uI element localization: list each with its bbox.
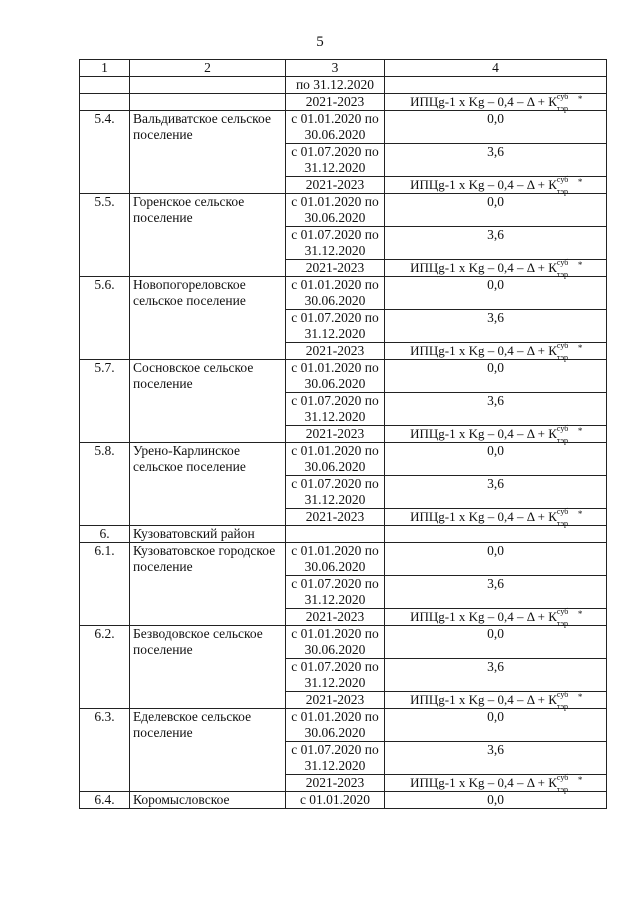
num-cell [80,94,130,111]
num-cell: 6.4. [80,792,130,809]
formula [410,507,583,528]
header-row [80,60,607,77]
num-cell: 6.3. [80,709,130,792]
formula-sup: суб [556,92,569,101]
formula-sup: суб [556,507,569,516]
formula-star: * [577,775,583,785]
num-cell: 5.6. [80,277,130,360]
page-number: 5 [316,34,324,50]
formula-exponent [556,773,583,794]
name-cell: Урено-Карлинское сельское поселение [130,443,286,526]
formula-base: ИПЦg-1 x Kg – 0,4 – Δ + К [410,775,557,790]
formula [410,341,583,362]
formula-sup: суб [556,258,569,267]
period-cell: с 01.07.2020 по 31.12.2020 [286,576,385,609]
formula-sub: тэр [556,270,569,279]
period-cell: 2021-2023 [286,775,385,792]
formula [410,424,583,445]
period-cell: с 01.01.2020 по 30.06.2020 [286,111,385,144]
period-cell: 2021-2023 [286,260,385,277]
name-cell: Коромысловское [130,792,286,809]
formula-exponent [556,507,583,528]
value-cell: 3,6 [385,659,607,692]
value-cell: 3,6 [385,576,607,609]
name-cell: Кузоватовский район [130,526,286,543]
settlement-row [80,626,607,659]
formula-exponent [556,175,583,196]
value-cell [385,526,607,543]
name-cell [130,94,286,111]
settlement-row [80,111,607,144]
formula [410,92,583,113]
num-cell: 5.4. [80,111,130,194]
period-cell: с 01.01.2020 по 30.06.2020 [286,277,385,310]
formula-sub: тэр [556,519,569,528]
value-cell: 0,0 [385,709,607,742]
period-cell: 2021-2023 [286,177,385,194]
num-cell: 6.2. [80,626,130,709]
settlement-row [80,194,607,227]
name-cell: Новопогореловское сельское поселение [130,277,286,360]
formula-exponent [556,690,583,711]
formula [410,607,583,628]
formula-cell [385,260,607,277]
settlement-row [80,543,607,576]
formula-cell [385,775,607,792]
formula-base: ИПЦg-1 x Kg – 0,4 – Δ + К [410,177,557,192]
header-col-3: 3 [286,60,385,77]
period-cell: с 01.07.2020 по 31.12.2020 [286,310,385,343]
formula-cell [385,509,607,526]
period-cell: с 01.01.2020 по 30.06.2020 [286,443,385,476]
period-cell: с 01.07.2020 по 31.12.2020 [286,742,385,775]
value-cell: 3,6 [385,227,607,260]
value-cell: 3,6 [385,310,607,343]
formula-star: * [577,177,583,187]
period-cell: 2021-2023 [286,343,385,360]
settlement-row [80,277,607,310]
value-cell: 3,6 [385,476,607,509]
formula-sup: суб [556,175,569,184]
period-cell: 2021-2023 [286,692,385,709]
num-cell [80,77,130,94]
formula-cell [385,343,607,360]
period-cell: с 01.07.2020 по 31.12.2020 [286,227,385,260]
value-cell: 0,0 [385,792,607,809]
name-cell: Кузоватовское городское поселение [130,543,286,626]
num-cell: 6. [80,526,130,543]
formula-base: ИПЦg-1 x Kg – 0,4 – Δ + К [410,609,557,624]
period-cell: 2021-2023 [286,426,385,443]
period-cell: с 01.07.2020 по 31.12.2020 [286,144,385,177]
formula [410,258,583,279]
value-cell: 0,0 [385,277,607,310]
name-cell: Вальдиватское сельское поселение [130,111,286,194]
continuation-row [80,77,607,94]
formula-star: * [577,692,583,702]
formula-exponent [556,424,583,445]
period-cell: по 31.12.2020 [286,77,385,94]
num-cell: 6.1. [80,543,130,626]
formula-sub: тэр [556,353,569,362]
formula [410,773,583,794]
value-cell: 0,0 [385,443,607,476]
name-cell: Горенское сельское поселение [130,194,286,277]
formula-star: * [577,343,583,353]
period-cell: с 01.01.2020 [286,792,385,809]
formula-star: * [577,509,583,519]
formula-cell [385,426,607,443]
period-cell: с 01.07.2020 по 31.12.2020 [286,659,385,692]
value-cell: 0,0 [385,111,607,144]
num-cell: 5.7. [80,360,130,443]
name-cell: Безводовское сельское поселение [130,626,286,709]
settlement-row [80,360,607,393]
value-cell: 3,6 [385,742,607,775]
period-cell: 2021-2023 [286,94,385,111]
formula-sup: суб [556,341,569,350]
formula-star: * [577,260,583,270]
formula-cell [385,94,607,111]
formula-sub: тэр [556,619,569,628]
name-cell [130,77,286,94]
continuation-range-row [80,94,607,111]
formula-base: ИПЦg-1 x Kg – 0,4 – Δ + К [410,260,557,275]
value-cell: 0,0 [385,543,607,576]
period-cell: с 01.01.2020 по 30.06.2020 [286,360,385,393]
formula-star: * [577,94,583,104]
settlement-row [80,709,607,742]
header-col-1: 1 [80,60,130,77]
formula-sup: суб [556,607,569,616]
num-cell: 5.5. [80,194,130,277]
formula-sup: суб [556,424,569,433]
header-col-4: 4 [385,60,607,77]
formula-exponent [556,258,583,279]
period-cell: с 01.01.2020 по 30.06.2020 [286,709,385,742]
formula-base: ИПЦg-1 x Kg – 0,4 – Δ + К [410,509,557,524]
formula-base: ИПЦg-1 x Kg – 0,4 – Δ + К [410,426,557,441]
district-row [80,526,607,543]
formula-sub: тэр [556,187,569,196]
period-cell [286,526,385,543]
formula-star: * [577,426,583,436]
name-cell: Еделевское сельское поселение [130,709,286,792]
formula [410,690,583,711]
formula-exponent [556,341,583,362]
name-cell: Сосновское сельское поселение [130,360,286,443]
formula-cell [385,692,607,709]
formula-exponent [556,607,583,628]
period-cell: с 01.01.2020 по 30.06.2020 [286,626,385,659]
formula-star: * [577,609,583,619]
value-cell: 0,0 [385,626,607,659]
tariff-table [79,59,607,809]
settlement-row [80,443,607,476]
period-cell: с 01.01.2020 по 30.06.2020 [286,543,385,576]
formula-sub: тэр [556,436,569,445]
period-cell: с 01.07.2020 по 31.12.2020 [286,476,385,509]
formula-base: ИПЦg-1 x Kg – 0,4 – Δ + К [410,343,557,358]
formula-sup: суб [556,690,569,699]
value-cell [385,77,607,94]
formula-exponent [556,92,583,113]
formula-sub: тэр [556,785,569,794]
period-cell: с 01.01.2020 по 30.06.2020 [286,194,385,227]
formula-sup: суб [556,773,569,782]
formula-cell [385,177,607,194]
formula [410,175,583,196]
period-cell: 2021-2023 [286,609,385,626]
formula-cell [385,609,607,626]
settlement-row [80,792,607,809]
value-cell: 0,0 [385,360,607,393]
tariff-table-body [80,60,607,809]
formula-sub: тэр [556,702,569,711]
header-col-2: 2 [130,60,286,77]
period-cell: с 01.07.2020 по 31.12.2020 [286,393,385,426]
period-cell: 2021-2023 [286,509,385,526]
formula-base: ИПЦg-1 x Kg – 0,4 – Δ + К [410,94,557,109]
num-cell: 5.8. [80,443,130,526]
formula-base: ИПЦg-1 x Kg – 0,4 – Δ + К [410,692,557,707]
value-cell: 3,6 [385,144,607,177]
value-cell: 0,0 [385,194,607,227]
value-cell: 3,6 [385,393,607,426]
formula-sub: тэр [556,104,569,113]
